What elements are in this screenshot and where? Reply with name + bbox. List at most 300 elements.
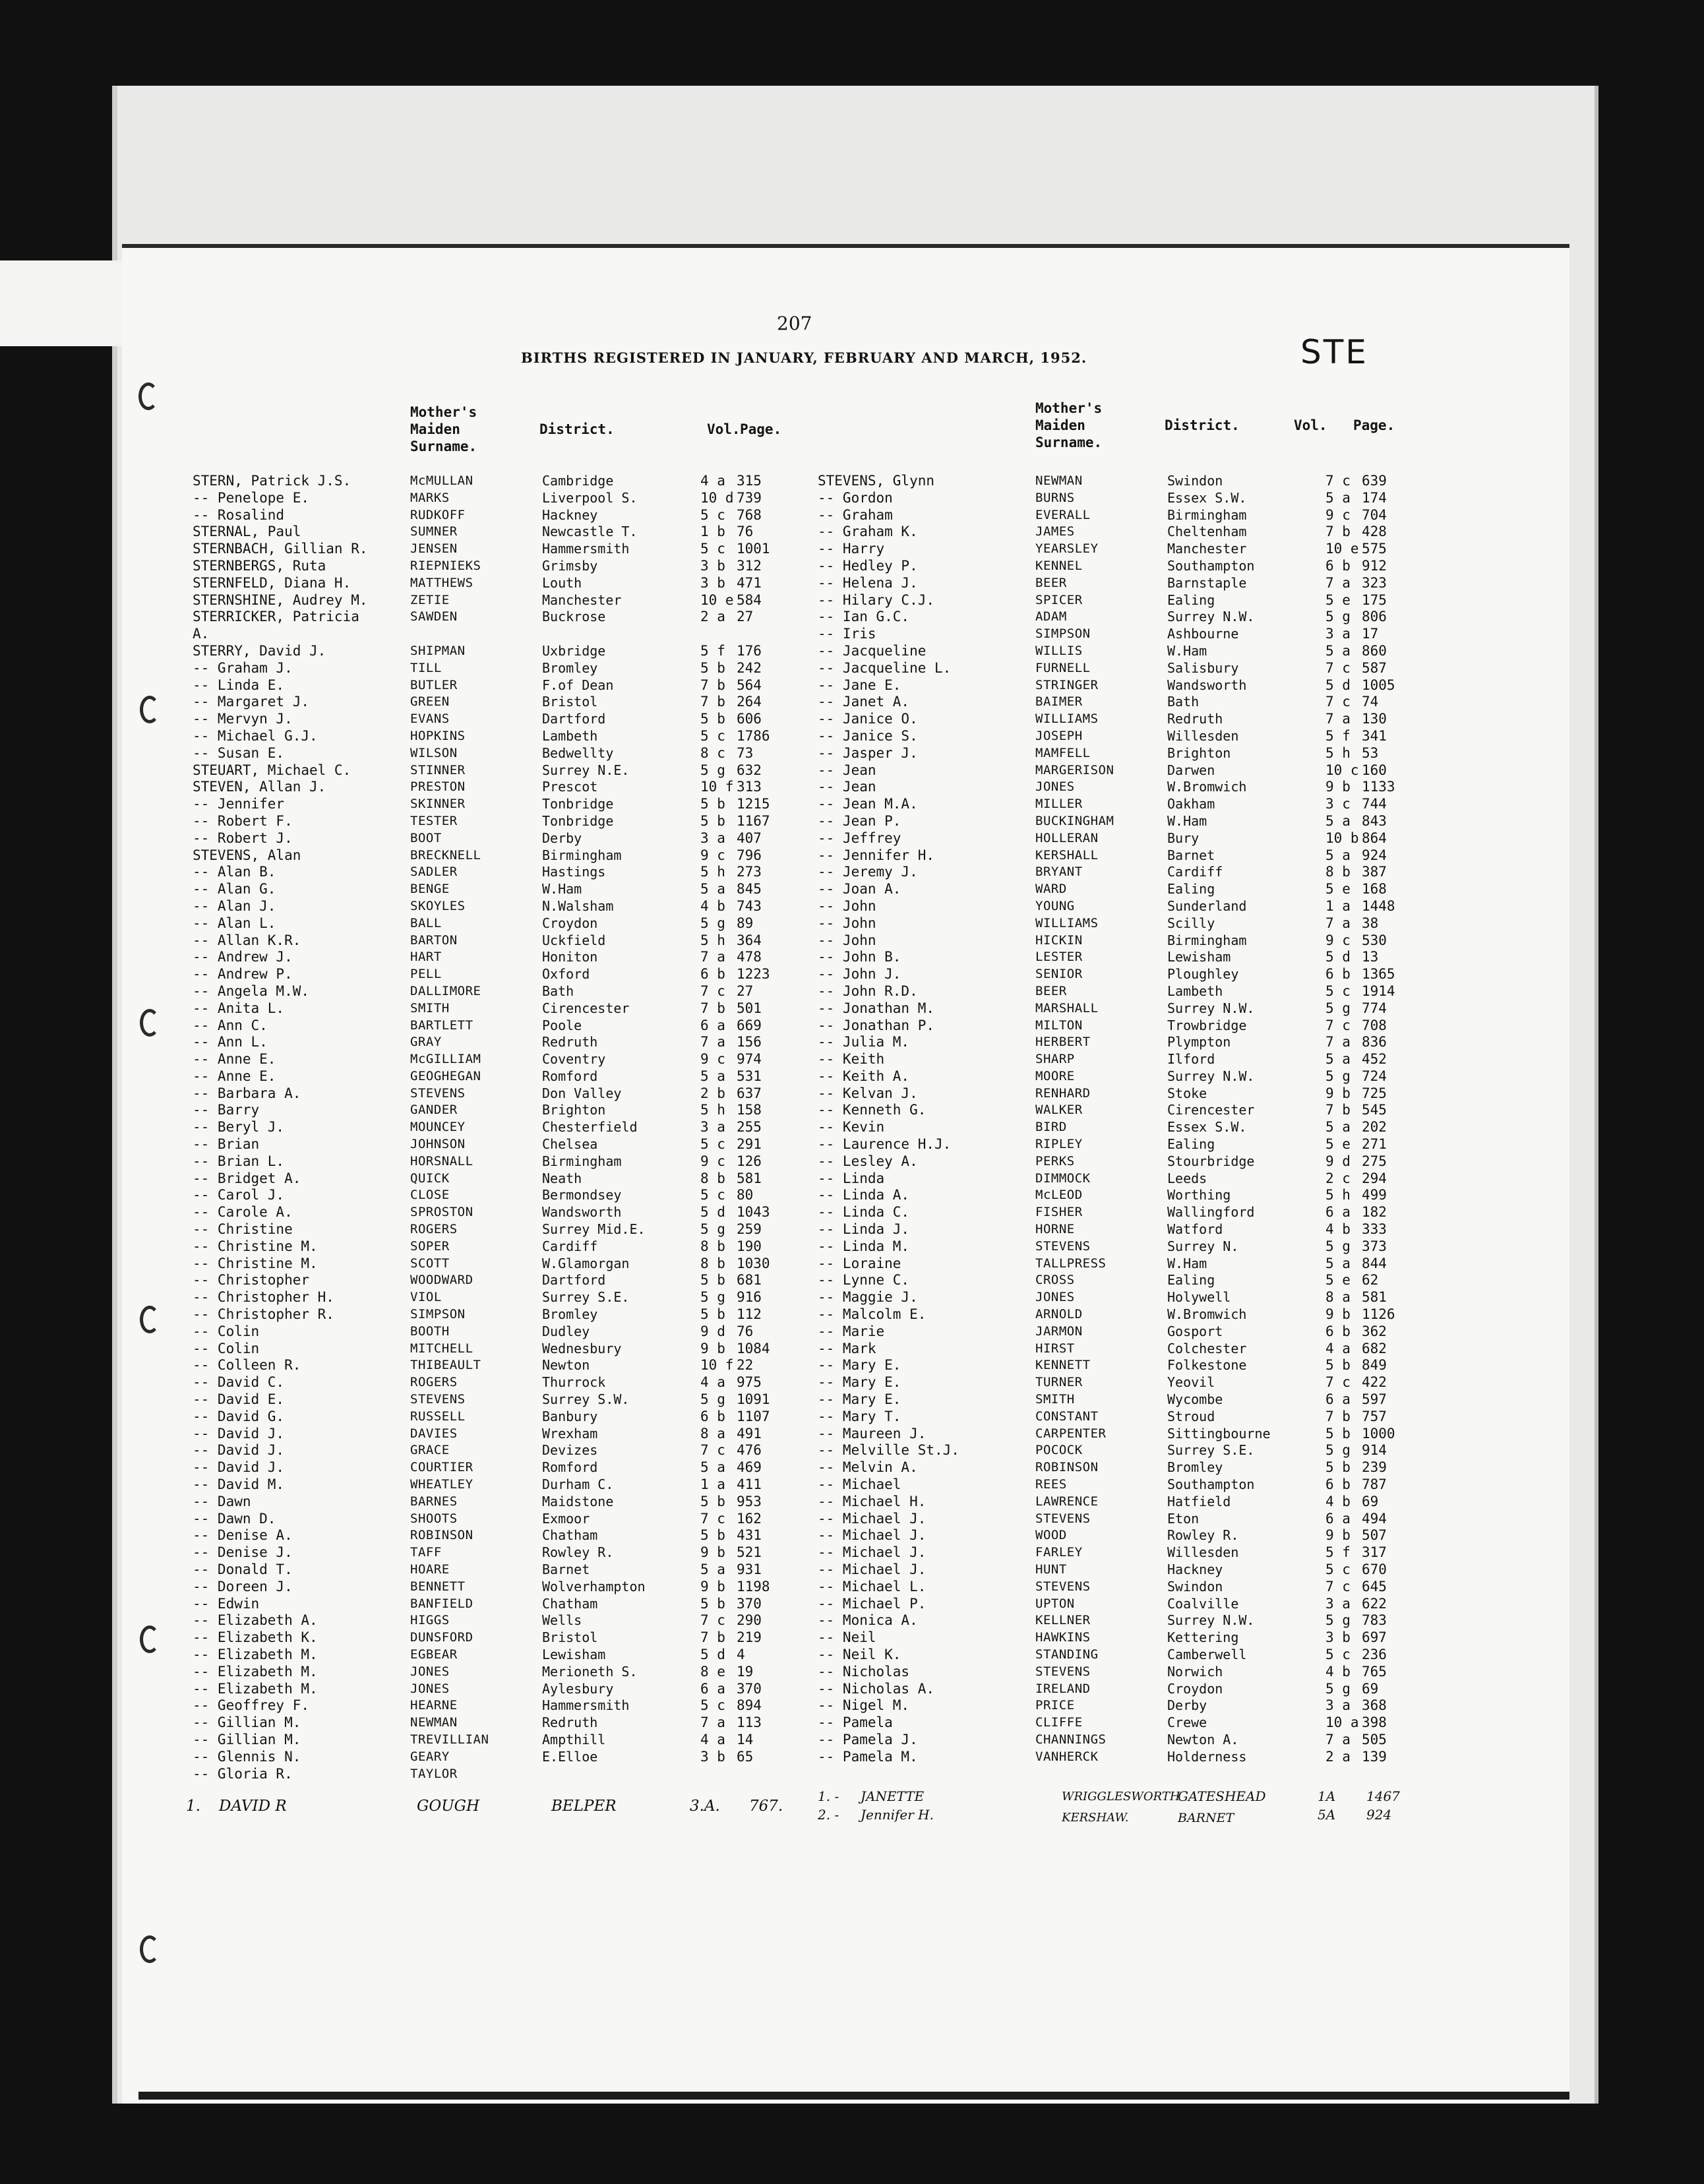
entry-page: 74 bbox=[1362, 694, 1379, 710]
entry-volume: 6 a bbox=[1325, 1510, 1351, 1527]
entry-district: Merioneth S. bbox=[542, 1663, 638, 1680]
entry-page: 312 bbox=[737, 557, 762, 574]
entry-page: 916 bbox=[737, 1289, 762, 1306]
entry-page: 806 bbox=[1362, 609, 1387, 625]
entry-maiden-surname: BEER bbox=[1035, 575, 1067, 590]
entry-maiden-surname: VIOL bbox=[410, 1290, 442, 1305]
entry-district: Brighton bbox=[542, 1102, 606, 1118]
register-entry bbox=[193, 1374, 859, 1391]
register-entry bbox=[818, 762, 1484, 779]
entry-district: Folkestone bbox=[1167, 1357, 1247, 1374]
entry-page: 836 bbox=[1362, 1034, 1387, 1050]
handwritten-page: 924 bbox=[1366, 1807, 1392, 1823]
register-entry bbox=[818, 915, 1484, 932]
entry-maiden-surname: HORSNALL bbox=[410, 1153, 473, 1168]
entry-volume: 5 g bbox=[1325, 1000, 1351, 1016]
entry-name: -- Barbara A. bbox=[193, 1085, 301, 1101]
entry-maiden-surname: JONES bbox=[410, 1681, 450, 1696]
entry-district: Chatham bbox=[542, 1527, 598, 1544]
entry-volume: 5 b bbox=[700, 796, 725, 812]
entry-volume: 3 a bbox=[1325, 626, 1351, 642]
entry-maiden-surname: HOPKINS bbox=[410, 728, 466, 743]
entry-district: Ashbourne bbox=[1167, 626, 1239, 642]
entry-name: -- Gillian M. bbox=[193, 1731, 301, 1747]
entry-maiden-surname: BARTLETT bbox=[410, 1017, 473, 1033]
entry-maiden-surname: CROSS bbox=[1035, 1273, 1075, 1288]
entry-name: -- Nigel M. bbox=[818, 1697, 910, 1714]
entry-volume: 5 d bbox=[1325, 677, 1351, 693]
punch-hole-icon bbox=[140, 1009, 160, 1037]
entry-district: Lambeth bbox=[542, 727, 598, 744]
entry-district: Wandsworth bbox=[542, 1204, 622, 1221]
entry-district: Rowley R. bbox=[542, 1544, 614, 1561]
entry-name: -- Colin bbox=[193, 1323, 260, 1339]
entry-volume: 7 b bbox=[1325, 1408, 1351, 1424]
register-entry bbox=[818, 966, 1484, 983]
entry-page: 264 bbox=[737, 694, 762, 710]
entry-page: 469 bbox=[737, 1459, 762, 1476]
entry-volume: 10 d bbox=[700, 489, 734, 506]
entry-page: 370 bbox=[737, 1680, 762, 1697]
entry-maiden-surname: ROGERS bbox=[410, 1222, 458, 1237]
entry-name: -- Gordon bbox=[818, 489, 893, 506]
entry-volume: 3 b bbox=[1325, 1629, 1351, 1646]
entry-name: -- Graham K. bbox=[818, 524, 918, 540]
entry-page: 796 bbox=[737, 847, 762, 863]
entry-maiden-surname: STEVENS bbox=[1035, 1579, 1091, 1594]
entry-page: 606 bbox=[737, 711, 762, 727]
entry-page: 1215 bbox=[737, 796, 770, 812]
entry-district: Don Valley bbox=[542, 1085, 622, 1101]
register-entry bbox=[193, 1494, 859, 1511]
entry-maiden-surname: GANDER bbox=[410, 1103, 458, 1118]
register-entry bbox=[193, 1034, 859, 1051]
entry-district: Wolverhampton bbox=[542, 1578, 646, 1594]
entry-volume: 10 a bbox=[1325, 1714, 1359, 1731]
register-entry bbox=[193, 762, 859, 779]
entry-maiden-surname: TURNER bbox=[1035, 1375, 1083, 1390]
handwritten-district: BELPER bbox=[551, 1798, 617, 1815]
entry-page: 931 bbox=[737, 1562, 762, 1577]
entry-district: Lambeth bbox=[1167, 983, 1223, 999]
entry-volume: 5 e bbox=[1325, 1272, 1351, 1289]
entry-page: 168 bbox=[1362, 881, 1387, 897]
entry-page: 1167 bbox=[737, 812, 770, 829]
entry-name: -- Colleen R. bbox=[193, 1357, 301, 1374]
entry-name: -- Kelvan J. bbox=[818, 1085, 918, 1101]
entry-page: 255 bbox=[737, 1119, 762, 1136]
entry-volume: 5 g bbox=[1325, 1612, 1351, 1629]
entry-name: STERRY, David J. bbox=[193, 642, 326, 659]
entry-name: -- Jean P. bbox=[818, 812, 901, 829]
entry-district: Camberwell bbox=[1167, 1646, 1247, 1662]
entry-page: 422 bbox=[1362, 1374, 1387, 1391]
entry-name: -- Monica A. bbox=[818, 1612, 918, 1629]
entry-volume: 7 c bbox=[1325, 1374, 1351, 1391]
entry-page: 645 bbox=[1362, 1578, 1387, 1594]
entry-volume: 7 a bbox=[700, 1034, 725, 1050]
handwritten-name: JANETTE bbox=[861, 1788, 925, 1804]
register-entry bbox=[818, 1409, 1484, 1426]
entry-district: Lewisham bbox=[542, 1646, 606, 1662]
entry-name: -- Alan B. bbox=[193, 864, 276, 880]
entry-district: Cardiff bbox=[542, 1238, 598, 1254]
entry-district: Holderness bbox=[1167, 1748, 1247, 1765]
entry-volume: 5 h bbox=[700, 932, 725, 948]
entry-maiden-surname: MARSHALL bbox=[1035, 1000, 1099, 1016]
entry-volume: 6 a bbox=[1325, 1391, 1351, 1408]
entry-maiden-surname: HIRST bbox=[1035, 1341, 1075, 1356]
entry-page: 162 bbox=[737, 1510, 762, 1527]
entry-name: STERRICKER, Patricia bbox=[193, 609, 359, 625]
entry-page: 843 bbox=[1362, 812, 1387, 829]
entry-page: 725 bbox=[1362, 1085, 1387, 1101]
register-entry bbox=[818, 1357, 1484, 1374]
entry-name: -- Michael J. bbox=[818, 1527, 927, 1544]
handwritten-district: BARNET bbox=[1178, 1811, 1234, 1825]
entry-volume: 2 c bbox=[1325, 1170, 1351, 1186]
entry-district: W.Bromwich bbox=[1167, 779, 1247, 795]
entry-page: 845 bbox=[737, 881, 762, 897]
entry-maiden-surname: REES bbox=[1035, 1477, 1067, 1492]
entry-maiden-surname: EVERALL bbox=[1035, 507, 1091, 522]
entry-district: W.Glamorgan bbox=[542, 1255, 630, 1271]
entry-district: Surrey S.E. bbox=[1167, 1442, 1255, 1459]
entry-page: 14 bbox=[737, 1731, 754, 1747]
entry-maiden-surname: SPICER bbox=[1035, 592, 1083, 607]
entry-volume: 5 c bbox=[1325, 983, 1351, 999]
register-entry bbox=[193, 1409, 859, 1426]
entry-name: -- Graham J. bbox=[193, 659, 293, 676]
entry-district: Gosport bbox=[1167, 1323, 1223, 1339]
entry-district: Willesden bbox=[1167, 1544, 1239, 1561]
entry-page: 80 bbox=[737, 1187, 754, 1203]
entry-page: 219 bbox=[737, 1629, 762, 1646]
entry-maiden-surname: HUNT bbox=[1035, 1562, 1067, 1577]
entry-maiden-surname: CONSTANT bbox=[1035, 1409, 1099, 1424]
entry-maiden-surname: KERSHALL bbox=[1035, 847, 1099, 863]
entry-page: 174 bbox=[1362, 489, 1387, 506]
register-entry bbox=[818, 728, 1484, 745]
header-district: District. bbox=[539, 421, 615, 437]
register-entry bbox=[818, 1051, 1484, 1068]
entry-page: 499 bbox=[1362, 1187, 1387, 1203]
entry-page: 411 bbox=[737, 1476, 762, 1493]
entry-district: Coalville bbox=[1167, 1595, 1239, 1612]
entry-volume: 8 b bbox=[1325, 864, 1351, 880]
entry-maiden-surname: BUCKINGHAM bbox=[1035, 813, 1114, 828]
entry-maiden-surname: KELLNER bbox=[1035, 1613, 1091, 1628]
entry-district: Stroud bbox=[1167, 1408, 1215, 1424]
entry-maiden-surname: JONES bbox=[1035, 1290, 1075, 1305]
entry-page: 587 bbox=[1362, 659, 1387, 676]
entry-page: 370 bbox=[737, 1595, 762, 1612]
entry-maiden-surname: HAWKINS bbox=[1035, 1630, 1091, 1645]
entry-maiden-surname: DUNSFORD bbox=[410, 1630, 473, 1645]
entry-district: Bristol bbox=[542, 1629, 598, 1646]
entry-maiden-surname: WILSON bbox=[410, 745, 458, 760]
register-entry bbox=[193, 1153, 859, 1170]
entry-name: A. bbox=[193, 626, 210, 642]
header-page: Page. bbox=[740, 421, 782, 437]
entry-maiden-surname: McGILLIAM bbox=[410, 1052, 481, 1067]
entry-maiden-surname: DIMMOCK bbox=[1035, 1170, 1091, 1186]
entry-maiden-surname: BOOT bbox=[410, 830, 442, 845]
entry-volume: 8 c bbox=[700, 744, 725, 761]
entry-page: 914 bbox=[1362, 1442, 1387, 1459]
entry-maiden-surname: TESTER bbox=[410, 813, 458, 828]
register-entry bbox=[818, 932, 1484, 950]
entry-district: Birmingham bbox=[542, 847, 622, 863]
entry-page: 27 bbox=[737, 983, 754, 999]
entry-maiden-surname: HEARNE bbox=[410, 1698, 458, 1713]
handwritten-page: 767. bbox=[749, 1798, 783, 1815]
entry-name: -- Alan L. bbox=[193, 915, 276, 931]
entry-volume: 5 b bbox=[700, 659, 725, 676]
entry-district: Ampthill bbox=[542, 1731, 606, 1747]
entry-page: 76 bbox=[737, 524, 754, 540]
entry-district: Chesterfield bbox=[542, 1119, 638, 1136]
entry-volume: 9 b bbox=[1325, 1306, 1351, 1323]
entry-maiden-surname: KENNEL bbox=[1035, 558, 1083, 573]
entry-district: Worthing bbox=[1167, 1187, 1231, 1203]
entry-district: Cirencester bbox=[1167, 1102, 1255, 1118]
entry-page: 491 bbox=[737, 1425, 762, 1441]
register-entry bbox=[193, 1426, 859, 1443]
entry-name: -- Hedley P. bbox=[818, 557, 918, 574]
register-entry bbox=[193, 813, 859, 830]
register-entry bbox=[818, 592, 1484, 609]
entry-page: 912 bbox=[1362, 557, 1387, 574]
entry-name: -- Michael G.J. bbox=[193, 727, 318, 744]
entry-maiden-surname: BRECKNELL bbox=[410, 847, 481, 863]
entry-volume: 6 b bbox=[1325, 557, 1351, 574]
handwritten-number: 1. bbox=[186, 1798, 200, 1815]
entry-maiden-surname: HOLLERAN bbox=[1035, 830, 1099, 845]
entry-volume: 6 b bbox=[1325, 1476, 1351, 1493]
entry-district: Birmingham bbox=[542, 1153, 622, 1169]
entry-name: STERNBACH, Gillian R. bbox=[193, 541, 368, 557]
sheet-bottom-rule bbox=[138, 2092, 1569, 2100]
entry-maiden-surname: BRYANT bbox=[1035, 864, 1083, 880]
entry-district: W.Ham bbox=[1167, 812, 1207, 829]
entry-maiden-surname: WALKER bbox=[1035, 1103, 1083, 1118]
entry-page: 494 bbox=[1362, 1510, 1387, 1527]
entry-maiden-surname: TAYLOR bbox=[410, 1766, 458, 1781]
entry-district: Cirencester bbox=[542, 1000, 630, 1016]
entry-name: -- Barry bbox=[193, 1102, 260, 1118]
entry-name: -- Loraine bbox=[818, 1255, 901, 1271]
entry-name: -- Ian G.C. bbox=[818, 609, 910, 625]
register-entry bbox=[193, 677, 859, 694]
entry-page: 323 bbox=[1362, 574, 1387, 591]
entry-name: -- Kevin bbox=[818, 1119, 885, 1136]
entry-district: Norwich bbox=[1167, 1663, 1223, 1680]
entry-page: 13 bbox=[1362, 949, 1379, 965]
entry-volume: 4 b bbox=[1325, 1493, 1351, 1509]
entry-name: -- Jeffrey bbox=[818, 830, 901, 846]
entry-maiden-surname: BAIMER bbox=[1035, 694, 1083, 710]
entry-maiden-surname: DAVIES bbox=[410, 1426, 458, 1441]
entry-volume: 4 a bbox=[700, 1731, 725, 1747]
entry-volume: 5 d bbox=[700, 1204, 725, 1221]
entry-volume: 5 c bbox=[700, 1697, 725, 1714]
entry-name: -- Christopher R. bbox=[193, 1306, 334, 1323]
entry-volume: 3 a bbox=[1325, 1697, 1351, 1714]
entry-page: 1198 bbox=[737, 1578, 770, 1594]
register-entry bbox=[818, 1341, 1484, 1358]
entry-name: -- Doreen J. bbox=[193, 1578, 293, 1594]
entry-name: -- Linda E. bbox=[193, 677, 285, 693]
register-entry bbox=[818, 1153, 1484, 1170]
entry-volume: 3 a bbox=[700, 1119, 725, 1136]
entry-district: Cardiff bbox=[1167, 864, 1223, 880]
entry-volume: 5 h bbox=[1325, 1187, 1351, 1203]
entry-maiden-surname: COURTIER bbox=[410, 1460, 473, 1475]
entry-page: 19 bbox=[737, 1663, 754, 1680]
entry-page: 202 bbox=[1362, 1119, 1387, 1136]
entry-page: 1001 bbox=[737, 541, 770, 557]
entry-district: Stoke bbox=[1167, 1085, 1207, 1101]
entry-district: Poole bbox=[542, 1017, 582, 1033]
entry-district: Bath bbox=[1167, 694, 1200, 710]
entry-page: 27 bbox=[737, 609, 754, 625]
entry-page: 531 bbox=[737, 1068, 762, 1084]
entry-volume: 9 b bbox=[700, 1544, 725, 1561]
entry-maiden-surname: MILTON bbox=[1035, 1017, 1083, 1033]
entry-name: -- Iris bbox=[818, 626, 876, 642]
entry-name: -- John R.D. bbox=[818, 983, 918, 999]
entry-district: Eton bbox=[1167, 1510, 1200, 1527]
register-entry bbox=[193, 1527, 859, 1544]
entry-maiden-surname: JARMON bbox=[1035, 1323, 1083, 1339]
register-entry bbox=[193, 1357, 859, 1374]
entry-maiden-surname: JOSEPH bbox=[1035, 728, 1083, 743]
entry-district: Scilly bbox=[1167, 915, 1215, 931]
entry-page: 271 bbox=[1362, 1136, 1387, 1153]
entry-maiden-surname: MAMFELL bbox=[1035, 745, 1091, 760]
register-entry bbox=[193, 1732, 859, 1749]
punch-hole-icon bbox=[140, 1306, 160, 1333]
entry-name: -- John J. bbox=[818, 966, 901, 983]
entry-name: -- Jacqueline L. bbox=[818, 659, 952, 676]
entry-page: 113 bbox=[737, 1714, 762, 1731]
register-entry bbox=[193, 1221, 859, 1238]
entry-page: 581 bbox=[737, 1170, 762, 1186]
entry-name: -- Anne E. bbox=[193, 1051, 276, 1068]
entry-district: Bury bbox=[1167, 830, 1200, 846]
entry-maiden-surname: BALL bbox=[410, 915, 442, 930]
entry-district: Buckrose bbox=[542, 609, 606, 625]
register-entry bbox=[193, 1459, 859, 1476]
entry-name: -- Jennifer bbox=[193, 796, 285, 812]
entry-maiden-surname: CARPENTER bbox=[1035, 1426, 1107, 1441]
entry-page: 597 bbox=[1362, 1391, 1387, 1408]
entry-name: -- Michael L. bbox=[818, 1578, 927, 1594]
entry-page: 1005 bbox=[1362, 677, 1395, 693]
entry-district: Barnet bbox=[1167, 847, 1215, 863]
entry-name: STERNFELD, Diana H. bbox=[193, 574, 351, 591]
entry-page: 774 bbox=[1362, 1000, 1387, 1016]
entry-volume: 5 c bbox=[700, 727, 725, 744]
register-entry bbox=[818, 1511, 1484, 1528]
entry-volume: 5 g bbox=[700, 1289, 725, 1306]
entry-district: Hackney bbox=[542, 506, 598, 523]
entry-name: STEUART, Michael C. bbox=[193, 762, 351, 778]
entry-name: -- Jean bbox=[818, 779, 876, 795]
register-entry bbox=[818, 609, 1484, 626]
entry-district: E.Elloe bbox=[542, 1748, 598, 1765]
register-entry bbox=[818, 1681, 1484, 1698]
entry-name: -- Malcolm E. bbox=[818, 1306, 927, 1323]
register-entry bbox=[818, 541, 1484, 558]
entry-district: Cheltenham bbox=[1167, 524, 1247, 540]
register-entry bbox=[193, 1511, 859, 1528]
entry-volume: 5 b bbox=[700, 1272, 725, 1289]
entry-page: 431 bbox=[737, 1527, 762, 1544]
entry-page: 1448 bbox=[1362, 897, 1395, 914]
handwritten-maiden: GOUGH bbox=[417, 1798, 480, 1815]
entry-volume: 3 a bbox=[700, 830, 725, 846]
header-maiden: Mother's Maiden Surname. bbox=[1035, 400, 1103, 450]
entry-district: Ealing bbox=[1167, 881, 1215, 897]
header-maiden: Mother's Maiden Surname. bbox=[410, 404, 477, 454]
entry-district: Yeovil bbox=[1167, 1374, 1215, 1391]
entry-volume: 5 h bbox=[700, 864, 725, 880]
entry-page: 724 bbox=[1362, 1068, 1387, 1084]
entry-volume: 5 b bbox=[700, 1493, 725, 1509]
register-entry bbox=[193, 745, 859, 762]
register-entry bbox=[818, 949, 1484, 966]
register-entry bbox=[193, 1681, 859, 1698]
entry-page: 584 bbox=[737, 592, 762, 608]
entry-name: -- Marie bbox=[818, 1323, 885, 1339]
entry-volume: 6 b bbox=[1325, 1323, 1351, 1339]
entry-maiden-surname: VANHERCK bbox=[1035, 1749, 1099, 1764]
entry-volume: 5 b bbox=[700, 1306, 725, 1323]
entry-volume: 3 b bbox=[700, 1748, 725, 1765]
entry-maiden-surname: HART bbox=[410, 950, 442, 965]
entry-page: 368 bbox=[1362, 1697, 1387, 1714]
entry-name: -- Mary E. bbox=[818, 1357, 901, 1374]
entry-district: Redruth bbox=[1167, 711, 1223, 727]
register-entry bbox=[193, 915, 859, 932]
register-entry bbox=[193, 796, 859, 813]
entry-name: -- Laurence H.J. bbox=[818, 1136, 952, 1153]
entry-district: Newcastle T. bbox=[542, 524, 638, 540]
entry-name: STEVEN, Allan J. bbox=[193, 779, 326, 795]
entry-name: -- John bbox=[818, 915, 876, 931]
entry-page: 765 bbox=[1362, 1663, 1387, 1680]
register-entry bbox=[193, 1391, 859, 1409]
entry-maiden-surname: SIMPSON bbox=[1035, 626, 1091, 642]
entry-volume: 5 e bbox=[1325, 881, 1351, 897]
entry-district: Barnstaple bbox=[1167, 574, 1247, 591]
entry-volume: 6 b bbox=[700, 1408, 725, 1424]
register-entry bbox=[818, 1187, 1484, 1204]
entry-district: Cambridge bbox=[542, 473, 614, 489]
entry-maiden-surname: TREVILLIAN bbox=[410, 1732, 489, 1747]
entry-name: -- Janet A. bbox=[818, 694, 910, 710]
entry-volume: 8 b bbox=[700, 1255, 725, 1271]
entry-name: -- Anne E. bbox=[193, 1068, 276, 1084]
register-entry bbox=[818, 524, 1484, 541]
entry-volume: 9 c bbox=[700, 1153, 725, 1169]
entry-page: 452 bbox=[1362, 1051, 1387, 1068]
entry-page: 333 bbox=[1362, 1221, 1387, 1238]
punch-hole-icon bbox=[140, 1625, 160, 1653]
register-entry bbox=[818, 490, 1484, 507]
